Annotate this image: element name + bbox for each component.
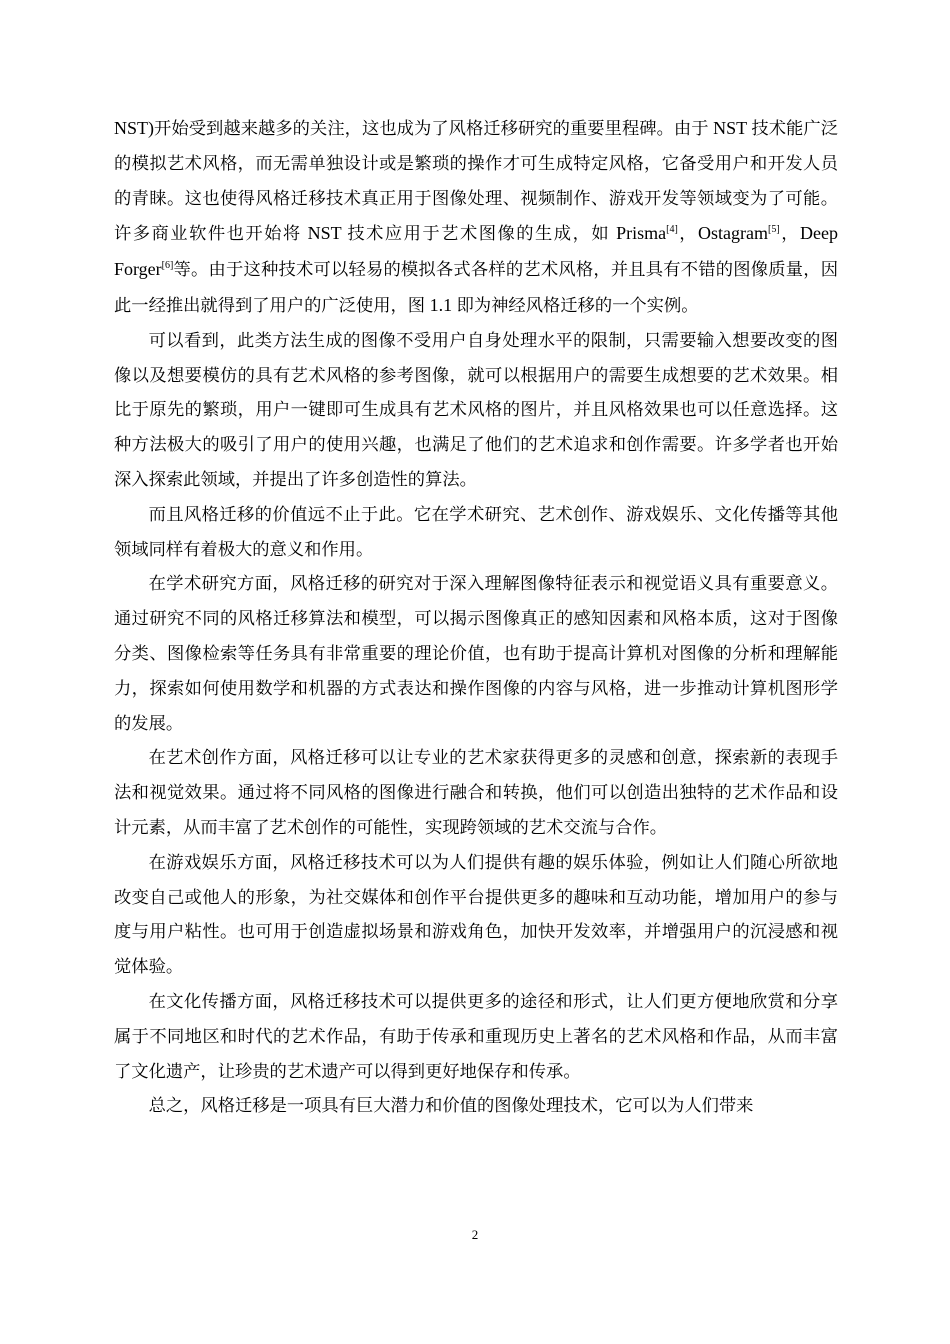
paragraph-p1 (114, 111, 838, 324)
paragraph-p4 (114, 567, 838, 741)
paragraph-p5 (114, 741, 838, 845)
citation-ref: [4] (666, 224, 678, 236)
paragraph-text: 在游戏娱乐方面，风格迁移技术可以为人们提供有趣的娱乐体验，例如让人们随心所欲地改变自己或他人的形象，为社交媒体和创作平台提供更多的趣味和互动功能，增加用户的参与度与用户粘性。也可用于创造虚拟场景和游戏角色，加快开发效率，并增强用户的沉浸感和视觉体验。 (114, 852, 838, 978)
citation-ref: [5] (768, 224, 780, 236)
paragraph-text: 而且风格迁移的价值远不止于此。它在学术研究、艺术创作、游戏娱乐、文化传播等其他领域同样有着极大的意义和作用。 (114, 504, 838, 560)
latin-text: Deep Forger (114, 223, 838, 280)
paragraph-text: 在学术研究方面，风格迁移的研究对于深入理解图像特征表示和视觉语义具有重要意义。通过研究不同的风格迁移算法和模型，可以揭示图像真正的感知因素和风格本质，这对于图像分类、图像检索等任务具有非常重要的理论价值，也有助于提高计算机对图像的分析和理解能力，探索如何使用数学和机器的方式表达和操作图像的内容与风格，进一步推动计算机图形学的发展。 (114, 574, 838, 734)
paragraph-text: ， (779, 224, 800, 245)
paragraph-p7 (114, 985, 838, 1089)
paragraph-text: 在艺术创作方面，风格迁移可以让专业的艺术家获得更多的灵感和创意，探索新的表现手法和视觉效果。通过将不同风格的图像进行融合和转换，他们可以创造出独特的艺术作品和设计元素，从而丰富了艺术创作的可能性，实现跨领域的艺术交流与合作。 (114, 748, 838, 838)
paragraph-text: 总之，风格迁移是一项具有巨大潜力和价值的图像处理技术，它可以为人们带来 (148, 1096, 754, 1117)
paragraph-p8 (114, 1089, 838, 1124)
page-number: 2 (471, 1227, 479, 1242)
latin-text: NST) (114, 118, 154, 138)
paragraph-text: 等。由于这种技术可以轻易的模拟各式各样的艺术风格，并且具有不错的图像质量，因此一经推出就得到了用户的广泛使用，图 (114, 260, 838, 316)
paragraph-text: 即为神经风格迁移的一个实例。 (456, 295, 699, 316)
latin-text: NST (708, 118, 752, 138)
paragraph-p6 (114, 846, 838, 985)
paragraph-text: 技术应用于艺术图像的生成，如 (347, 224, 611, 245)
citation-ref: [6] (161, 260, 174, 272)
paragraph-text: 可以看到，此类方法生成的图像不受用户自身处理水平的限制，只需要输入想要改变的图像以及想要模仿的具有艺术风格的参考图像，就可以根据用户的需要生成想要的艺术效果。相比于原先的繁琐，用户一键即可生成具有艺术风格的图片，并且风格效果也可以任意选择。这种方法极大的吸引了用户的使用兴趣，也满足了他们的艺术追求和创作需要。许多学者也开始深入探索此领域，并提出了许多创造性的算法。 (114, 330, 838, 490)
paragraph-text: 技术能广泛的模拟艺术风格，而无需单独设计或是繁琐的操作才可生成特定风格，它备受用户和开发人员的青睐。这也使得风格迁移技术真正用于图像处理、视频制作、游戏开发等领域变为了可能。许多商业软件也开始将 (114, 119, 838, 245)
paragraph-text: ， (677, 224, 699, 245)
paragraph-p2 (114, 324, 838, 498)
latin-text: Ostagram (698, 223, 769, 244)
paragraph-p3 (114, 498, 838, 568)
paragraph-text: 开始受到越来越多的关注，这也成为了风格迁移研究的重要里程碑。由于 (154, 119, 709, 139)
latin-text: Prisma (610, 223, 667, 244)
latin-text: 1.1 (425, 294, 457, 315)
paragraph-text: 在文化传播方面，风格迁移技术可以提供更多的途径和形式，让人们更方便地欣赏和分享属于不同地区和时代的艺术作品，有助于传承和重现历史上著名的艺术风格和作品，从而丰富了文化遗产，让珍贵的艺术遗产可以得到更好地保存和传承。 (114, 991, 838, 1082)
latin-text: NST (301, 223, 348, 244)
body-text (114, 111, 838, 1124)
